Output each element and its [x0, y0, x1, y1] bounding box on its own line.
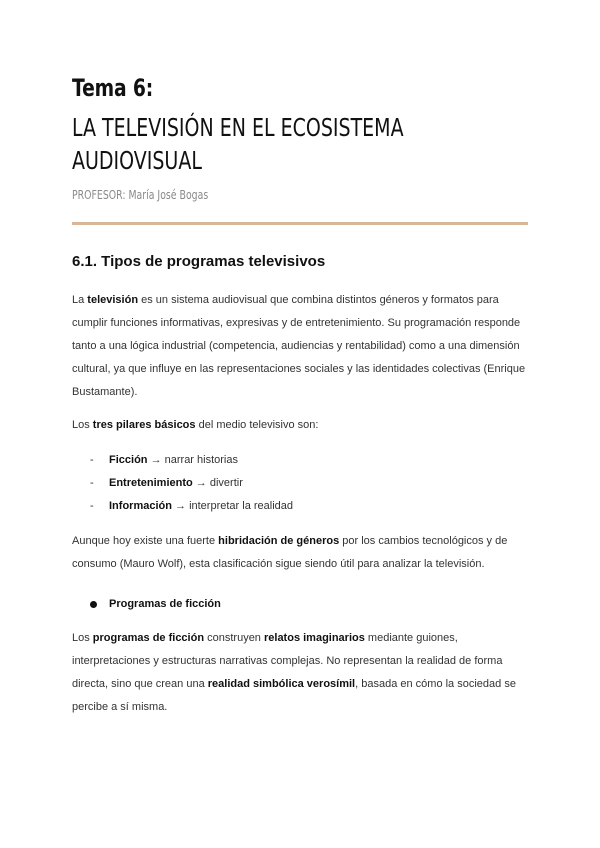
- paragraph-hibridacion: [72, 530, 532, 576]
- bullet-dot-icon: [90, 601, 97, 608]
- text-run: mediante guiones, interpretaciones y estructuras narrativas complejas. No representan la realidad de forma directa, sino que crean una: [72, 632, 503, 690]
- bold-term: realidad simbólica verosímil: [207, 678, 356, 690]
- text-run: es un sistema audiovisual que combina distintos géneros y formatos para cumplir funciones informativas, expresivas y de entretenimiento. Su programación responde tanto a una lógica industrial (competencia, audiencias y rentabilidad) como a una dimensión cultural, ya que influye en las representaciones sociales y las identidades colectivas (Enrique Bustamante).: [72, 294, 526, 398]
- dash-marker: -: [90, 477, 94, 489]
- list-item: [90, 472, 293, 495]
- dash-marker: -: [90, 454, 94, 466]
- text-run: del medio televisivo son:: [195, 419, 319, 431]
- section-heading: 6.1. Tipos de programas televisivos: [72, 253, 326, 270]
- text-run: La: [72, 294, 88, 306]
- bullet-label: Programas de ficción: [109, 598, 221, 610]
- text-run: Aunque hoy existe una fuerte: [72, 535, 219, 547]
- bold-term: relatos imaginarios: [263, 632, 365, 644]
- list-item-term: Entretenimiento: [109, 477, 193, 489]
- bold-term: hibridación de géneros: [218, 535, 340, 547]
- tema-label: Tema 6:: [72, 74, 154, 102]
- list-item: [90, 449, 293, 472]
- paragraph-television: [72, 289, 532, 404]
- text-run: por los cambios tecnológicos y de consumo (Mauro Wolf), esta clasificación sigue siendo útil para analizar la televisión.: [72, 535, 508, 570]
- list-item-desc: → divertir: [192, 477, 243, 489]
- pilares-list: [90, 449, 293, 518]
- dash-marker: -: [90, 500, 94, 512]
- list-item-desc: → narrar historias: [147, 454, 238, 466]
- text-run: Los: [72, 632, 93, 644]
- document-title-line-1: LA TELEVISIÓN EN EL ECOSISTEMA: [72, 113, 404, 142]
- bold-term: televisión: [87, 294, 139, 306]
- text-run: , basada en cómo la sociedad se percibe a sí misma.: [72, 678, 516, 713]
- bold-term: programas de ficción: [92, 632, 205, 644]
- list-item-desc: → interpretar la realidad: [171, 500, 294, 512]
- paragraph-pilares: [72, 414, 532, 437]
- profesor-label: PROFESOR: María José Bogas: [72, 188, 209, 202]
- text-run: Los: [72, 419, 93, 431]
- bullet-programas-ficcion: [90, 593, 221, 616]
- list-item-term: Información: [109, 500, 172, 512]
- header-divider: [72, 222, 528, 225]
- paragraph-ficcion: [72, 627, 532, 719]
- list-item-term: Ficción: [109, 454, 148, 466]
- list-item: [90, 495, 293, 518]
- bold-term: tres pilares básicos: [92, 419, 196, 431]
- text-run: construyen: [204, 632, 264, 644]
- document-title-line-2: AUDIOVISUAL: [72, 146, 202, 175]
